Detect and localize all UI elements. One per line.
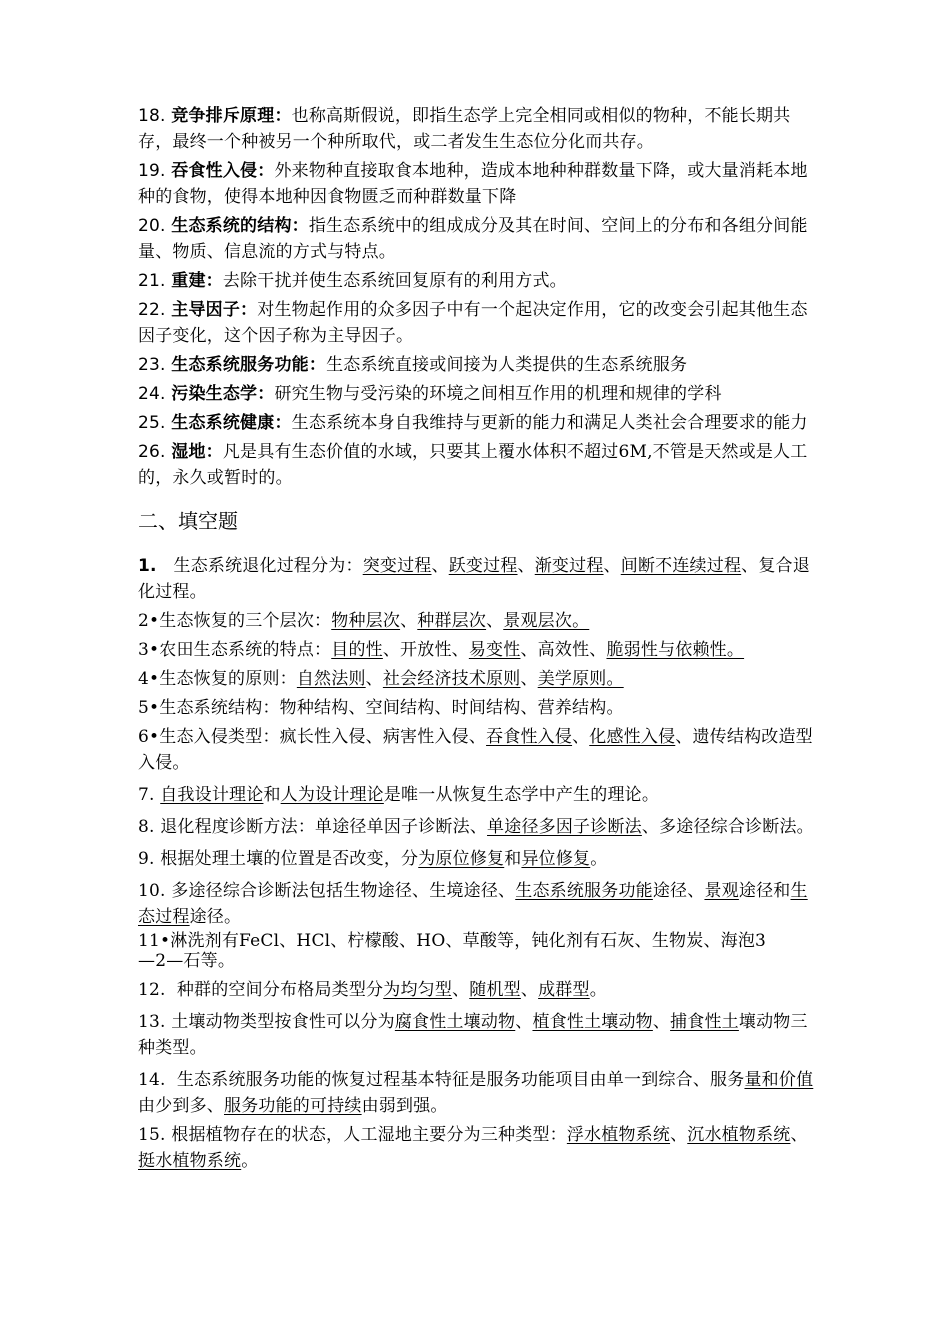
answer-blank: 脆弱性与依赖性。 — [606, 640, 745, 660]
separator: 、 — [400, 611, 418, 631]
question-text: 种群的空间分布格局类型分 — [176, 980, 384, 1000]
answer-blank: 美学原则。 — [537, 669, 624, 689]
question-text: 生态入侵类型：疯长性入侵、病害性入侵、 — [159, 727, 487, 747]
question-text: 、复合退化过程。 — [138, 556, 810, 602]
definition-text: 对生物起作用的众多因子中有一个起决定作用，它的改变会引起其他生态因子变化，这个因子称为主导因子。 — [138, 300, 808, 346]
item-number: 19. — [138, 161, 166, 181]
term-label: 生态系统健康： — [171, 413, 292, 433]
item-number: 26. — [138, 442, 166, 462]
question-text: 。 — [590, 849, 608, 869]
question-text: 11•淋洗剂有FeCl、HCl、柠檬酸、HO、草酸等，钝化剂有石灰、生物炭、海泡3 — [138, 931, 767, 951]
definition-item — [138, 297, 820, 349]
question-text: 根据处理土壤的位置是否改变，分 — [160, 849, 419, 869]
question-text: 生态系统服务功能的恢复过程基本特征是服务功能项目由单一到综合、服务 — [176, 1070, 745, 1090]
fill-item-9 — [138, 846, 820, 872]
definition-item — [138, 439, 820, 491]
answer-blank: 为均匀型 — [383, 980, 453, 1000]
term-label: 主导因子： — [171, 300, 258, 320]
answer-blank: 为原位修复 — [418, 849, 505, 869]
item-number: 23. — [138, 355, 166, 375]
item-number: 5• — [138, 698, 160, 718]
separator: 、 — [670, 1125, 688, 1145]
term-label: 吞食性入侵： — [171, 161, 275, 181]
item-number: 20. — [138, 216, 166, 236]
separator: 途径和 — [738, 881, 791, 901]
separator: 、高效性、 — [520, 640, 607, 660]
definition-text: 也称高斯假说，即指生态学上完全相同或相似的物种，不能长期共存，最终一个种被另一个种所取代，或二者发生生态位分化而共存。 — [138, 106, 791, 152]
item-number: 3• — [138, 640, 160, 660]
item-number: 6• — [138, 727, 160, 747]
fill-item-5 — [138, 695, 820, 721]
separator: 、 — [431, 556, 449, 576]
answer-blank: 易变性 — [468, 640, 521, 660]
fill-item-7 — [138, 782, 820, 808]
item-number: 18. — [138, 106, 166, 126]
fill-item-10 — [138, 878, 820, 930]
separator: 、 — [652, 1012, 671, 1032]
question-text: 、遗传结构改造型入侵。 — [138, 727, 813, 773]
term-label: 重建： — [171, 271, 223, 291]
answer-blank: 物种层次 — [331, 611, 401, 631]
fill-item-15 — [138, 1122, 820, 1174]
answer-blank: 目的性 — [331, 640, 383, 660]
question-text: 途径。 — [189, 907, 242, 927]
answer-blank: 自然法则 — [296, 669, 366, 689]
answer-blank: 成群型 — [538, 980, 590, 1000]
definition-item — [138, 352, 820, 378]
separator: 、 — [486, 611, 504, 631]
document-content — [138, 103, 820, 1177]
answer-blank: 浮水植物系统 — [566, 1125, 671, 1145]
separator: 、 — [790, 1125, 808, 1145]
separator: 、 — [520, 669, 538, 689]
separator: 和 — [263, 785, 281, 805]
definition-item — [138, 158, 820, 210]
answer-blank: 景观 — [704, 881, 739, 901]
item-number: 24. — [138, 384, 166, 404]
fill-in-list — [138, 553, 820, 1174]
question-text: 土壤动物类型按食性可以分为 — [171, 1012, 395, 1032]
fill-item-11 — [138, 931, 820, 971]
answer-blank: 景观层次。 — [503, 611, 590, 631]
question-text: 。 — [241, 1151, 259, 1171]
fill-item-2 — [138, 608, 820, 634]
definition-item — [138, 213, 820, 265]
definition-list — [138, 103, 820, 491]
separator: 、 — [520, 980, 539, 1000]
answer-blank: 捕食性土 — [670, 1012, 739, 1032]
question-text: 壤动物三种类型。 — [138, 1012, 808, 1058]
question-text: 由弱到强。 — [361, 1096, 448, 1116]
answer-blank: 挺水植物系统 — [138, 1151, 242, 1171]
question-text: 生态恢复的原则： — [159, 669, 297, 689]
answer-blank: 随机型 — [469, 980, 521, 1000]
answer-blank: 突变过程 — [362, 556, 432, 576]
question-text: 生态系统结构：物种结构、空间结构、时间结构、营养结构。 — [159, 698, 624, 718]
term-label: 湿地： — [171, 442, 223, 462]
answer-blank: 吞食性入侵 — [486, 727, 573, 747]
fill-item-8 — [138, 814, 820, 840]
answer-blank: 服务功能的可持续 — [224, 1096, 362, 1116]
separator: 途径、 — [652, 881, 705, 901]
item-number: 14. — [138, 1070, 166, 1090]
answer-blank: 种群层次 — [417, 611, 487, 631]
question-text: 退化程度诊断方法：单途径单因子诊断法、 — [160, 817, 488, 837]
fill-item-6 — [138, 724, 820, 776]
answer-blank: 人为设计理论 — [280, 785, 384, 805]
answer-blank: 跃变过程 — [448, 556, 518, 576]
answer-blank: 自我设计理论 — [160, 785, 264, 805]
item-number: 7. — [138, 785, 155, 805]
definition-item — [138, 381, 820, 407]
separator: 、 — [452, 980, 470, 1000]
answer-blank: 渐变过程 — [534, 556, 604, 576]
term-label: 生态系统的结构： — [171, 216, 309, 236]
question-text: 。 — [589, 980, 607, 1000]
definition-text: 研究生物与受污染的环境之间相互作用的机理和规律的学科 — [274, 384, 722, 404]
answer-blank: 化感性入侵 — [589, 727, 676, 747]
term-label: 污染生态学： — [171, 384, 275, 404]
answer-blank: 生态过程 — [138, 881, 808, 927]
separator: 、 — [515, 1012, 533, 1032]
fill-item-13 — [138, 1009, 820, 1061]
fill-item-3 — [138, 637, 820, 663]
definition-text: 凡是具有生态价值的水域，只要其上覆水体积不超过6M,不管是天然或是人工的，永久或暂时的。 — [138, 442, 808, 488]
answer-blank: 植食性土壤动物 — [532, 1012, 653, 1032]
section-heading: 二、填空题 — [138, 509, 238, 533]
answer-blank: 单途径多因子诊断法 — [487, 817, 642, 837]
definition-text: 外来物种直接取食本地种，造成本地种种群数量下降，或大量消耗本地种的食物，使得本地种因食物匮乏而种群数量下降 — [138, 161, 808, 207]
fill-item-14 — [138, 1067, 820, 1119]
definition-text: 指生态系统中的组成成分及其在时间、空间上的分布和各组分间能量、物质、信息流的方式与特点。 — [138, 216, 808, 262]
answer-blank: 量和价值 — [744, 1070, 814, 1090]
definition-text: 生态系统本身自我维持与更新的能力和满足人类社会合理要求的能力 — [291, 413, 808, 433]
question-text: 多途径综合诊断法包括生物途径、生境途径、 — [171, 881, 516, 901]
separator: 和 — [504, 849, 522, 869]
definition-text: 去除干扰并使生态系统回复原有的利用方式。 — [222, 271, 567, 291]
answer-blank: 沉水植物系统 — [687, 1125, 791, 1145]
definition-item — [138, 103, 820, 155]
fill-item-12 — [138, 977, 820, 1003]
fill-item-1 — [138, 553, 820, 605]
question-text: 生态系统退化过程分为： — [173, 556, 363, 576]
item-number: 10. — [138, 881, 166, 901]
item-number: 25. — [138, 413, 166, 433]
item-number: 9. — [138, 849, 155, 869]
definition-item — [138, 268, 820, 294]
separator: 、 — [517, 556, 535, 576]
item-number: 1. — [138, 556, 157, 576]
question-text: 农田生态系统的特点： — [159, 640, 332, 660]
question-text: 、多途径综合诊断法。 — [641, 817, 814, 837]
question-text: 生态恢复的三个层次： — [159, 611, 332, 631]
item-number: 21. — [138, 271, 166, 291]
answer-blank: 间断不连续过程 — [620, 556, 742, 576]
answer-blank: 异位修复 — [521, 849, 591, 869]
item-number: 2• — [138, 611, 160, 631]
separator: 、 — [603, 556, 621, 576]
item-number: 8. — [138, 817, 155, 837]
separator: 由少到多、 — [138, 1096, 224, 1116]
question-text: 根据植物存在的状态，人工湿地主要分为三种类型： — [171, 1125, 567, 1145]
separator: 、开放性、 — [382, 640, 469, 660]
question-text: —2—石等。 — [138, 951, 236, 971]
definition-text: 生态系统直接或间接为人类提供的生态系统服务 — [326, 355, 688, 375]
question-text: 是唯一从恢复生态学中产生的理论。 — [383, 785, 660, 805]
answer-blank: 生态系统服务功能 — [515, 881, 653, 901]
term-label: 竞争排斥原理： — [171, 106, 292, 126]
item-number: 22. — [138, 300, 166, 320]
fill-item-4 — [138, 666, 820, 692]
separator: 、 — [572, 727, 590, 747]
answer-blank: 腐食性土壤动物 — [394, 1012, 516, 1032]
item-number: 12. — [138, 980, 166, 1000]
item-number: 13. — [138, 1012, 166, 1032]
term-label: 生态系统服务功能： — [171, 355, 327, 375]
item-number: 4• — [138, 669, 160, 689]
definition-item — [138, 410, 820, 436]
item-number: 15. — [138, 1125, 166, 1145]
answer-blank: 社会经济技术原则 — [382, 669, 521, 689]
separator: 、 — [365, 669, 383, 689]
